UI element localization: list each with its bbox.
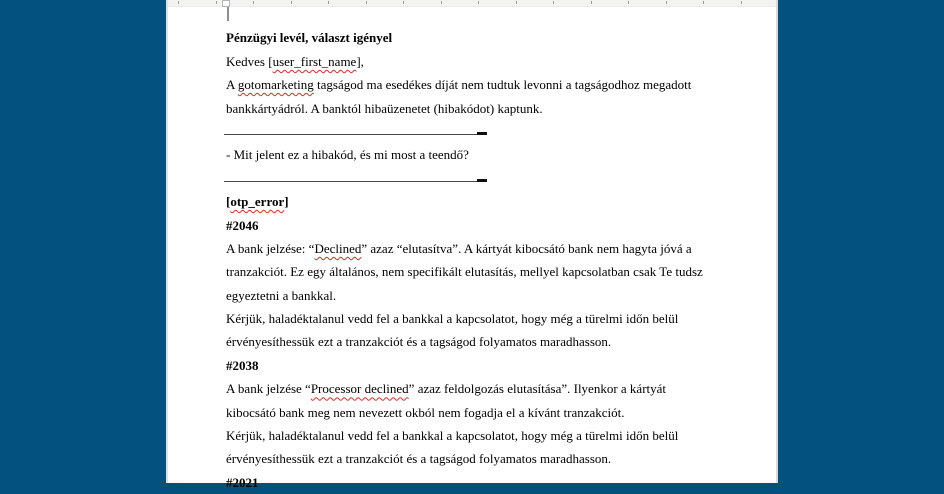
text-segment: A [226, 77, 238, 93]
ruler-tick [178, 1, 179, 4]
indent-marker[interactable] [222, 0, 230, 7]
question-line [226, 143, 771, 166]
divider-line [226, 167, 771, 190]
text-segment: ] [284, 194, 289, 210]
text-segment: Kérjük, haladéktalanul vedd fel a bankkal a kapcsolatot, hogy még a türelmi időn belül [226, 428, 679, 444]
text-segment: egyeztetni a bankkal. [226, 287, 337, 303]
text-segment: érvényesíthessük ezt a tranzakciót és a tagságod folyamatos maradhasson. [226, 334, 612, 350]
text-segment: #2021 [226, 474, 259, 490]
misspelled-text: Processor declined [310, 381, 409, 397]
text-segment: #2046 [226, 217, 259, 233]
misspelled-text: otp_error [230, 194, 285, 210]
ruler-tick [216, 1, 217, 4]
title-line [226, 26, 771, 49]
paragraph-line [226, 377, 771, 400]
text-segment: tranzakciót. Ez egy általános, nem specifikált elutasítás, mellyel kapcsolatban csak Te tudsz [226, 264, 703, 280]
paragraph-line [226, 97, 771, 120]
paragraph-line [226, 237, 771, 260]
paragraph-line [226, 424, 771, 447]
text-segment: kibocsátó bank meg nem nevezett okból nem fogadja el a kívánt tranzakciót. [226, 404, 625, 420]
text-segment: érvényesíthessük ezt a tranzakciót és a tagságod folyamatos maradhasson. [226, 451, 612, 467]
misspelled-text: gotomarketing [237, 77, 314, 93]
paragraph-line [226, 330, 771, 353]
error-code-line [226, 214, 771, 237]
divider-line [226, 120, 771, 143]
text-segment: #2038 [226, 357, 259, 373]
text-segment: ” azaz “elutasítva”. A kártyát kibocsátó bank nem hagyta jóvá a [361, 240, 692, 256]
document-text[interactable] [226, 3, 771, 494]
text-segment: A bank jelzése: “ [226, 240, 315, 256]
text-segment: Pénzügyi levél, választ igényel [226, 30, 393, 46]
merge-tag-line [226, 190, 771, 213]
text-segment: tagságod ma esedékes díját nem tudtuk levonni a tagságodhoz megadott [313, 77, 692, 93]
text-segment: Kedves [ [226, 53, 273, 69]
paragraph-line [226, 73, 771, 96]
cursor-line [226, 3, 771, 26]
text-segment: A bank jelzése “ [226, 381, 311, 397]
text-segment: ” azaz feldolgozás elutasítása”. Ilyenkor a kártyát [408, 381, 667, 397]
misspelled-text: user_first_name [272, 53, 357, 69]
paragraph-line [226, 284, 771, 307]
error-code-line [226, 471, 771, 494]
text-segment: bankkártyádról. A banktól hibaüzenetet (hibakódot) kaptunk. [226, 100, 543, 116]
text-segment: Kérjük, haladéktalanul vedd fel a bankkal a kapcsolatot, hogy még a türelmi időn belül [226, 311, 679, 327]
text-segment: [ [226, 194, 231, 210]
document-page[interactable] [166, 0, 778, 490]
greeting-line [226, 50, 771, 73]
paragraph-line [226, 260, 771, 283]
error-code-line [226, 354, 771, 377]
paragraph-line [226, 307, 771, 330]
paragraph-line [226, 447, 771, 470]
misspelled-text: Declined [314, 240, 362, 256]
text-segment: ], [356, 53, 364, 69]
text-cursor [227, 7, 229, 21]
paragraph-line [226, 401, 771, 424]
text-segment: - Mit jelent ez a hibakód, és mi most a teendő? [226, 147, 469, 163]
